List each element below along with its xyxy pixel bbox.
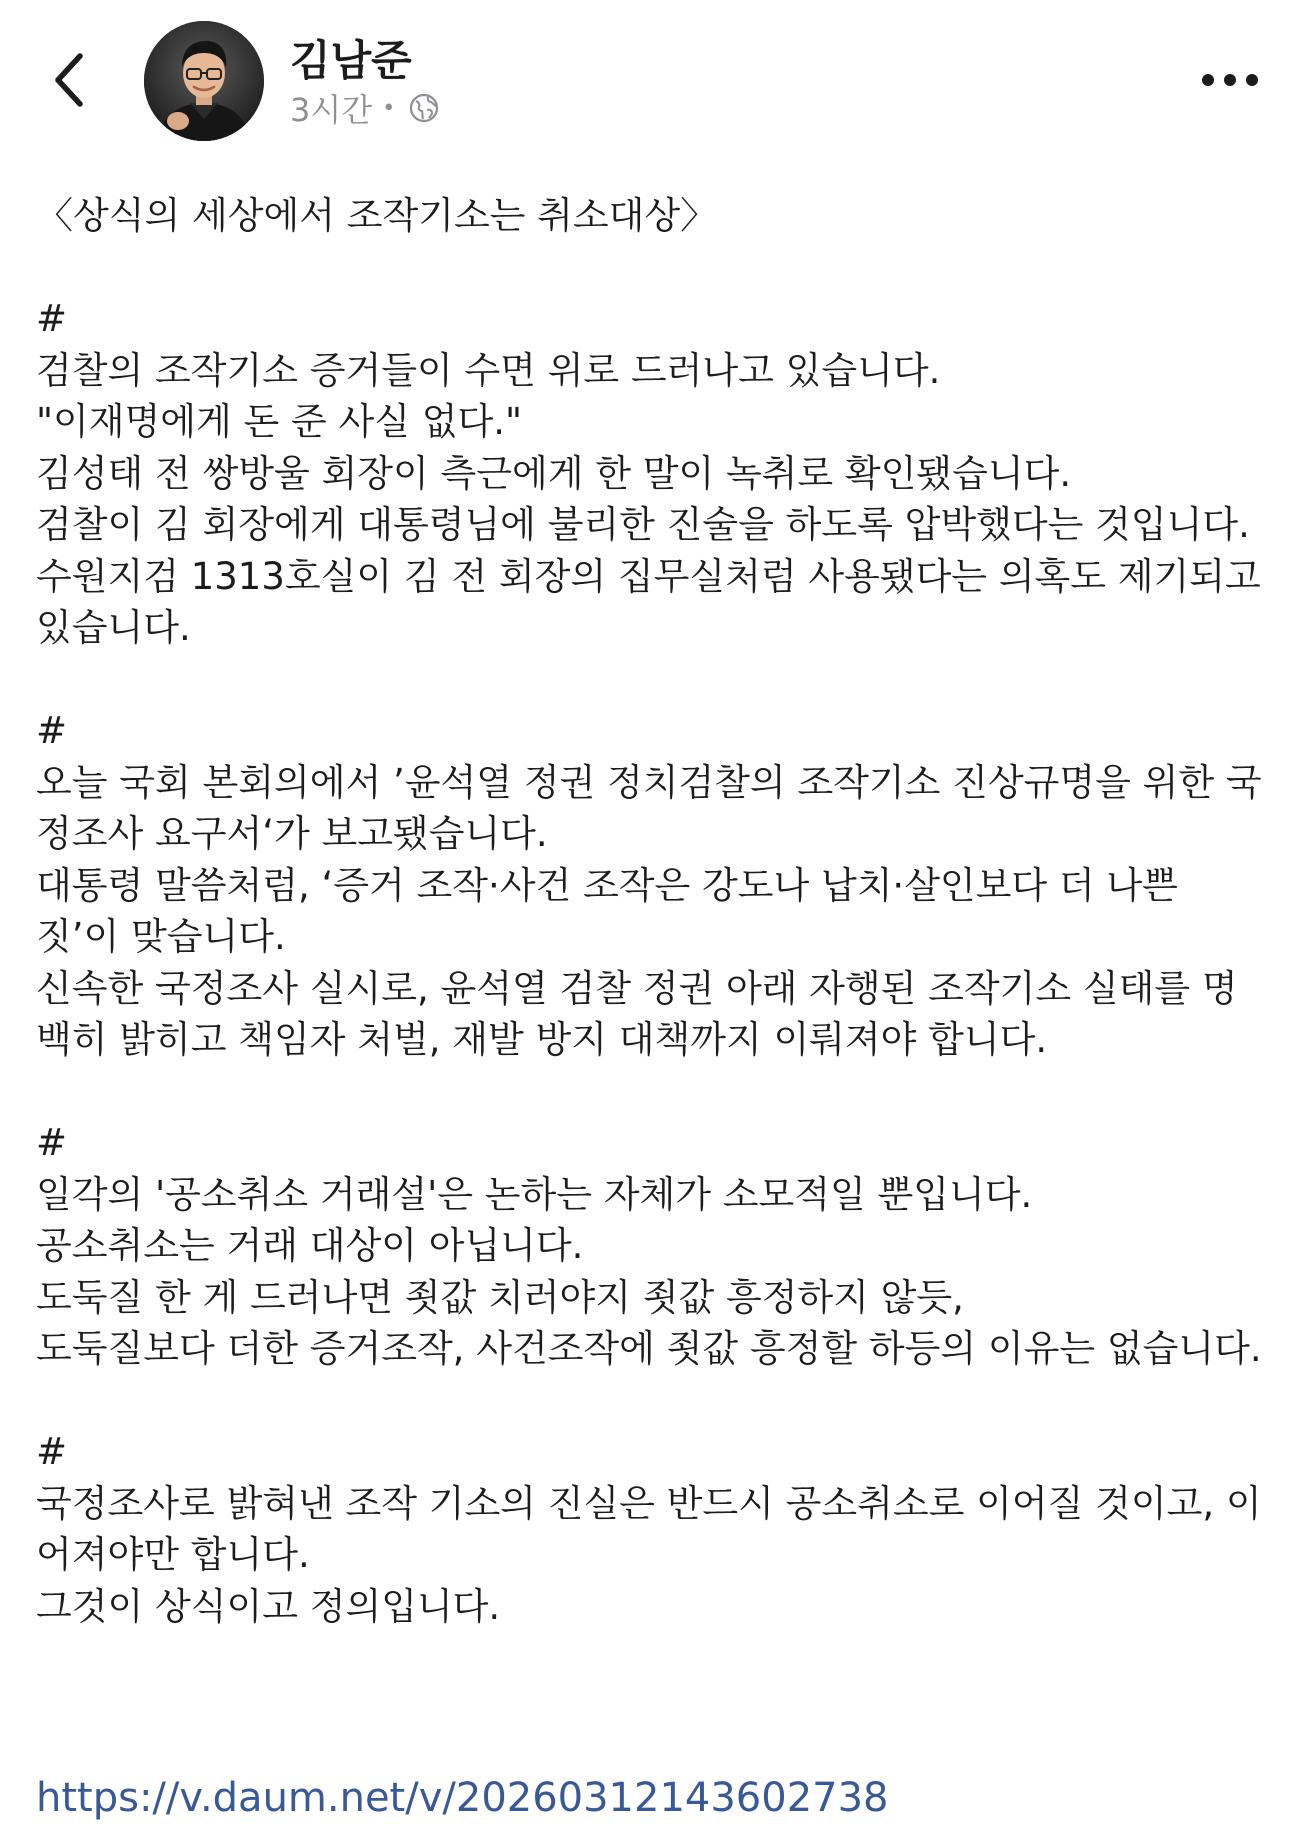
post-line: 국정조사로 밝혀낸 조작 기소의 진실은 반드시 공소취소로 이어질 것이고, 이어져야만 합니다. (36, 1481, 1262, 1576)
more-horizontal-icon (1200, 72, 1260, 88)
post-line: 검찰의 조작기소 증거들이 수면 위로 드러나고 있습니다. (36, 348, 941, 392)
post-line: 대통령 말씀처럼, ‘증거 조작·사건 조작은 강도나 납치·살인보다 더 나쁜 짓’이 맞습니다. (36, 863, 1178, 958)
post-line: 오늘 국회 본회의에서 ’윤석열 정권 정치검찰의 조작기소 진상규명을 위한 국정조사 요구서‘가 보고됐습니다. (36, 760, 1262, 855)
section-marker: # (36, 297, 68, 340)
back-button[interactable] (40, 40, 100, 120)
post-line: 김성태 전 쌍방울 회장이 측근에게 한 말이 녹취로 확인됐습니다. (36, 451, 1072, 495)
post-line: 그것이 상식이고 정의입니다. (36, 1584, 501, 1628)
post-line: 수원지검 1313호실이 김 전 회장의 집무실처럼 사용됐다는 의혹도 제기되고 있습니다. (36, 554, 1261, 649)
post-line: 신속한 국정조사 실시로, 윤석열 검찰 정권 아래 자행된 조작기소 실태를 명백히 밝히고 책임자 처벌, 재발 방지 대책까지 이뤄져야 합니다. (36, 966, 1238, 1061)
post-header (0, 0, 1290, 150)
post-line: "이재명에게 돈 준 사실 없다." (36, 400, 523, 443)
avatar[interactable] (144, 21, 264, 141)
post-time[interactable]: 3시간 (290, 91, 373, 129)
more-options-button[interactable] (1180, 55, 1280, 105)
author-name[interactable]: 김남준 (290, 36, 412, 85)
meta-separator: • (382, 95, 396, 121)
chevron-left-icon (50, 50, 90, 110)
globe-icon (409, 93, 439, 123)
section-marker: # (36, 709, 68, 752)
post-line: 공소취소는 거래 대상이 아닙니다. (36, 1224, 584, 1267)
post-body (36, 190, 1266, 1632)
section-marker: # (36, 1121, 68, 1164)
post-line: 도둑질 한 게 드러나면 죗값 치러야지 죗값 흥정하지 않듯, (36, 1275, 964, 1319)
section-marker: # (36, 1430, 68, 1473)
post-line: 일각의 '공소취소 거래설'은 논하는 자체가 소모적일 뿐입니다. (36, 1172, 1033, 1216)
post-line: 도둑질보다 더한 증거조작, 사건조작에 죗값 흥정할 하등의 이유는 없습니다. (36, 1327, 1262, 1370)
profile-photo (144, 21, 264, 141)
post-line: 검찰이 김 회장에게 대통령님에 불리한 진술을 하도록 압박했다는 것입니다. (36, 503, 1250, 546)
post-title: 〈상식의 세상에서 조작기소는 취소대상〉 (36, 194, 718, 237)
article-link[interactable]: https://v.daum.net/v/20260312143602738 (36, 1775, 889, 1821)
post-meta (290, 86, 439, 130)
